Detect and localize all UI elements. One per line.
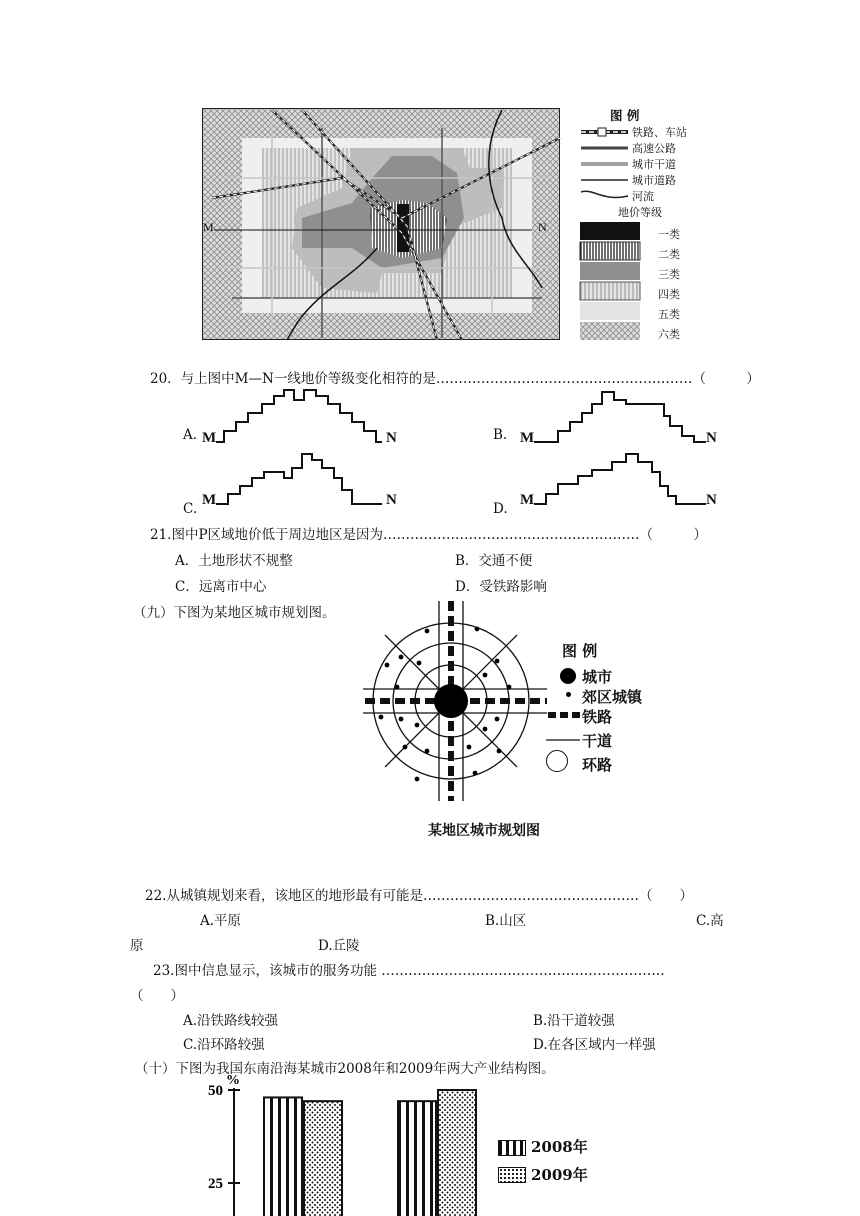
q23-stem: 23.图中信息显示，该城市的服务功能 ………………………………………………………	[153, 963, 665, 979]
legend-town-icon	[566, 692, 571, 697]
q20-option-d-label[interactable]: D.	[493, 501, 508, 517]
legend-grade-4: 四类	[658, 288, 680, 301]
q20-b-m: M	[520, 430, 535, 446]
q20-option-a-label[interactable]: A.	[183, 427, 198, 443]
legend-grade-title: 地价等级	[618, 206, 662, 219]
q22-option-c-wrap: 原	[130, 938, 144, 954]
legend-railway-icon	[548, 710, 580, 720]
bar-2008-group-2	[398, 1101, 436, 1216]
legend-item-railway: 铁路、车站	[632, 126, 687, 139]
map-legend	[578, 106, 718, 340]
plan-legend-town: 郊区城镇	[582, 688, 643, 706]
map-label-n: N	[538, 220, 547, 234]
map-label-m: M	[203, 220, 214, 234]
q21-option-a[interactable]: A．土地形状不规整	[175, 553, 293, 569]
q21-option-c[interactable]: C．远离市中心	[175, 579, 267, 595]
city-plan-diagram	[357, 601, 547, 801]
legend-grade-5: 五类	[658, 308, 680, 321]
bar-2008-group-1	[264, 1097, 302, 1216]
q20-profile-a	[212, 386, 382, 446]
industry-structure-chart	[206, 1073, 586, 1216]
legend-item-expressway: 高速公路	[632, 142, 676, 155]
legend-item-arterial: 城市干道	[632, 158, 676, 171]
plan-legend-city: 城市	[582, 668, 613, 686]
chart-legend-2009-swatch	[498, 1167, 526, 1183]
legend-grade-swatches	[580, 222, 642, 342]
q22-option-a[interactable]: A.平原	[200, 913, 242, 929]
legend-grade-6: 六类	[658, 328, 680, 341]
y-tick-label: 25	[208, 1176, 223, 1192]
chart-legend-2008-swatch	[498, 1140, 526, 1156]
q21-option-b[interactable]: B．交通不便	[455, 553, 533, 569]
q20-stem: 20．与上图中M—N一线地价等级变化相符的是…………………………………………………（ ）	[150, 371, 760, 387]
legend-item-river: 河流	[632, 190, 654, 203]
q20-a-n: N	[386, 430, 397, 446]
q22-stem: 22.从城镇规划来看，该地区的地形最有可能是…………………………………………（ ）	[145, 888, 693, 904]
q20-profile-b	[530, 386, 710, 446]
q20-profile-d	[530, 450, 710, 510]
bar-2009-group-1	[304, 1101, 342, 1216]
q22-option-b[interactable]: B.山区	[485, 913, 527, 929]
city-plan-caption: 某地区城市规划图	[428, 823, 540, 839]
section10-heading: （十）下图为我国东南沿海某城市2008年和2009年两大产业结构图。	[135, 1061, 555, 1077]
q20-option-c-label[interactable]: C.	[183, 501, 198, 517]
legend-grade-1: 一类	[658, 228, 680, 241]
legend-line-symbols	[578, 124, 638, 214]
q23-option-c[interactable]: C.沿环路较强	[183, 1037, 265, 1053]
chart-legend-2008: 2008年	[531, 1138, 588, 1156]
chart-legend-2009: 2009年	[531, 1166, 588, 1184]
q23-option-d[interactable]: D.在各区域内一样强	[533, 1037, 656, 1053]
q20-b-n: N	[706, 430, 717, 446]
plan-legend-railway: 铁路	[582, 708, 613, 726]
q20-c-m: M	[202, 492, 217, 508]
q20-profile-c	[212, 450, 382, 510]
q20-c-n: N	[386, 492, 397, 508]
q20-d-m: M	[520, 492, 535, 508]
q21-stem: 21.图中P区域地价低于周边地区是因为…………………………………………………（ ）	[150, 527, 708, 543]
q23-option-a[interactable]: A.沿铁路线较强	[183, 1013, 279, 1029]
land-price-map-graphic	[202, 108, 560, 340]
plan-legend-road: 干道	[582, 732, 613, 750]
legend-grade-3: 三类	[658, 268, 680, 281]
legend-title: 图 例	[610, 108, 640, 123]
plan-legend-ring: 环路	[582, 756, 613, 774]
q21-option-d[interactable]: D．受铁路影响	[455, 579, 547, 595]
q20-d-n: N	[706, 492, 717, 508]
legend-city-icon	[560, 668, 576, 684]
legend-road-icon	[546, 738, 580, 742]
q23-option-b[interactable]: B.沿干道较强	[533, 1013, 615, 1029]
q20-option-b-label[interactable]: B.	[493, 427, 508, 443]
y-tick-label: 50	[208, 1083, 223, 1099]
q20-a-m: M	[202, 430, 217, 446]
land-price-map	[202, 108, 560, 340]
legend-ring-icon	[546, 750, 568, 772]
plan-legend-title: 图 例	[562, 642, 598, 660]
chart-y-label: %	[226, 1073, 240, 1088]
section9-heading: （九）下图为某地区城市规划图。	[133, 605, 336, 621]
legend-item-road: 城市道路	[632, 174, 676, 187]
bar-2009-group-2	[438, 1090, 476, 1216]
q22-option-c[interactable]: C.高	[696, 913, 724, 929]
q22-option-d[interactable]: D.丘陵	[318, 938, 360, 954]
q23-paren: （ ）	[130, 988, 184, 1004]
legend-grade-2: 二类	[658, 248, 680, 261]
